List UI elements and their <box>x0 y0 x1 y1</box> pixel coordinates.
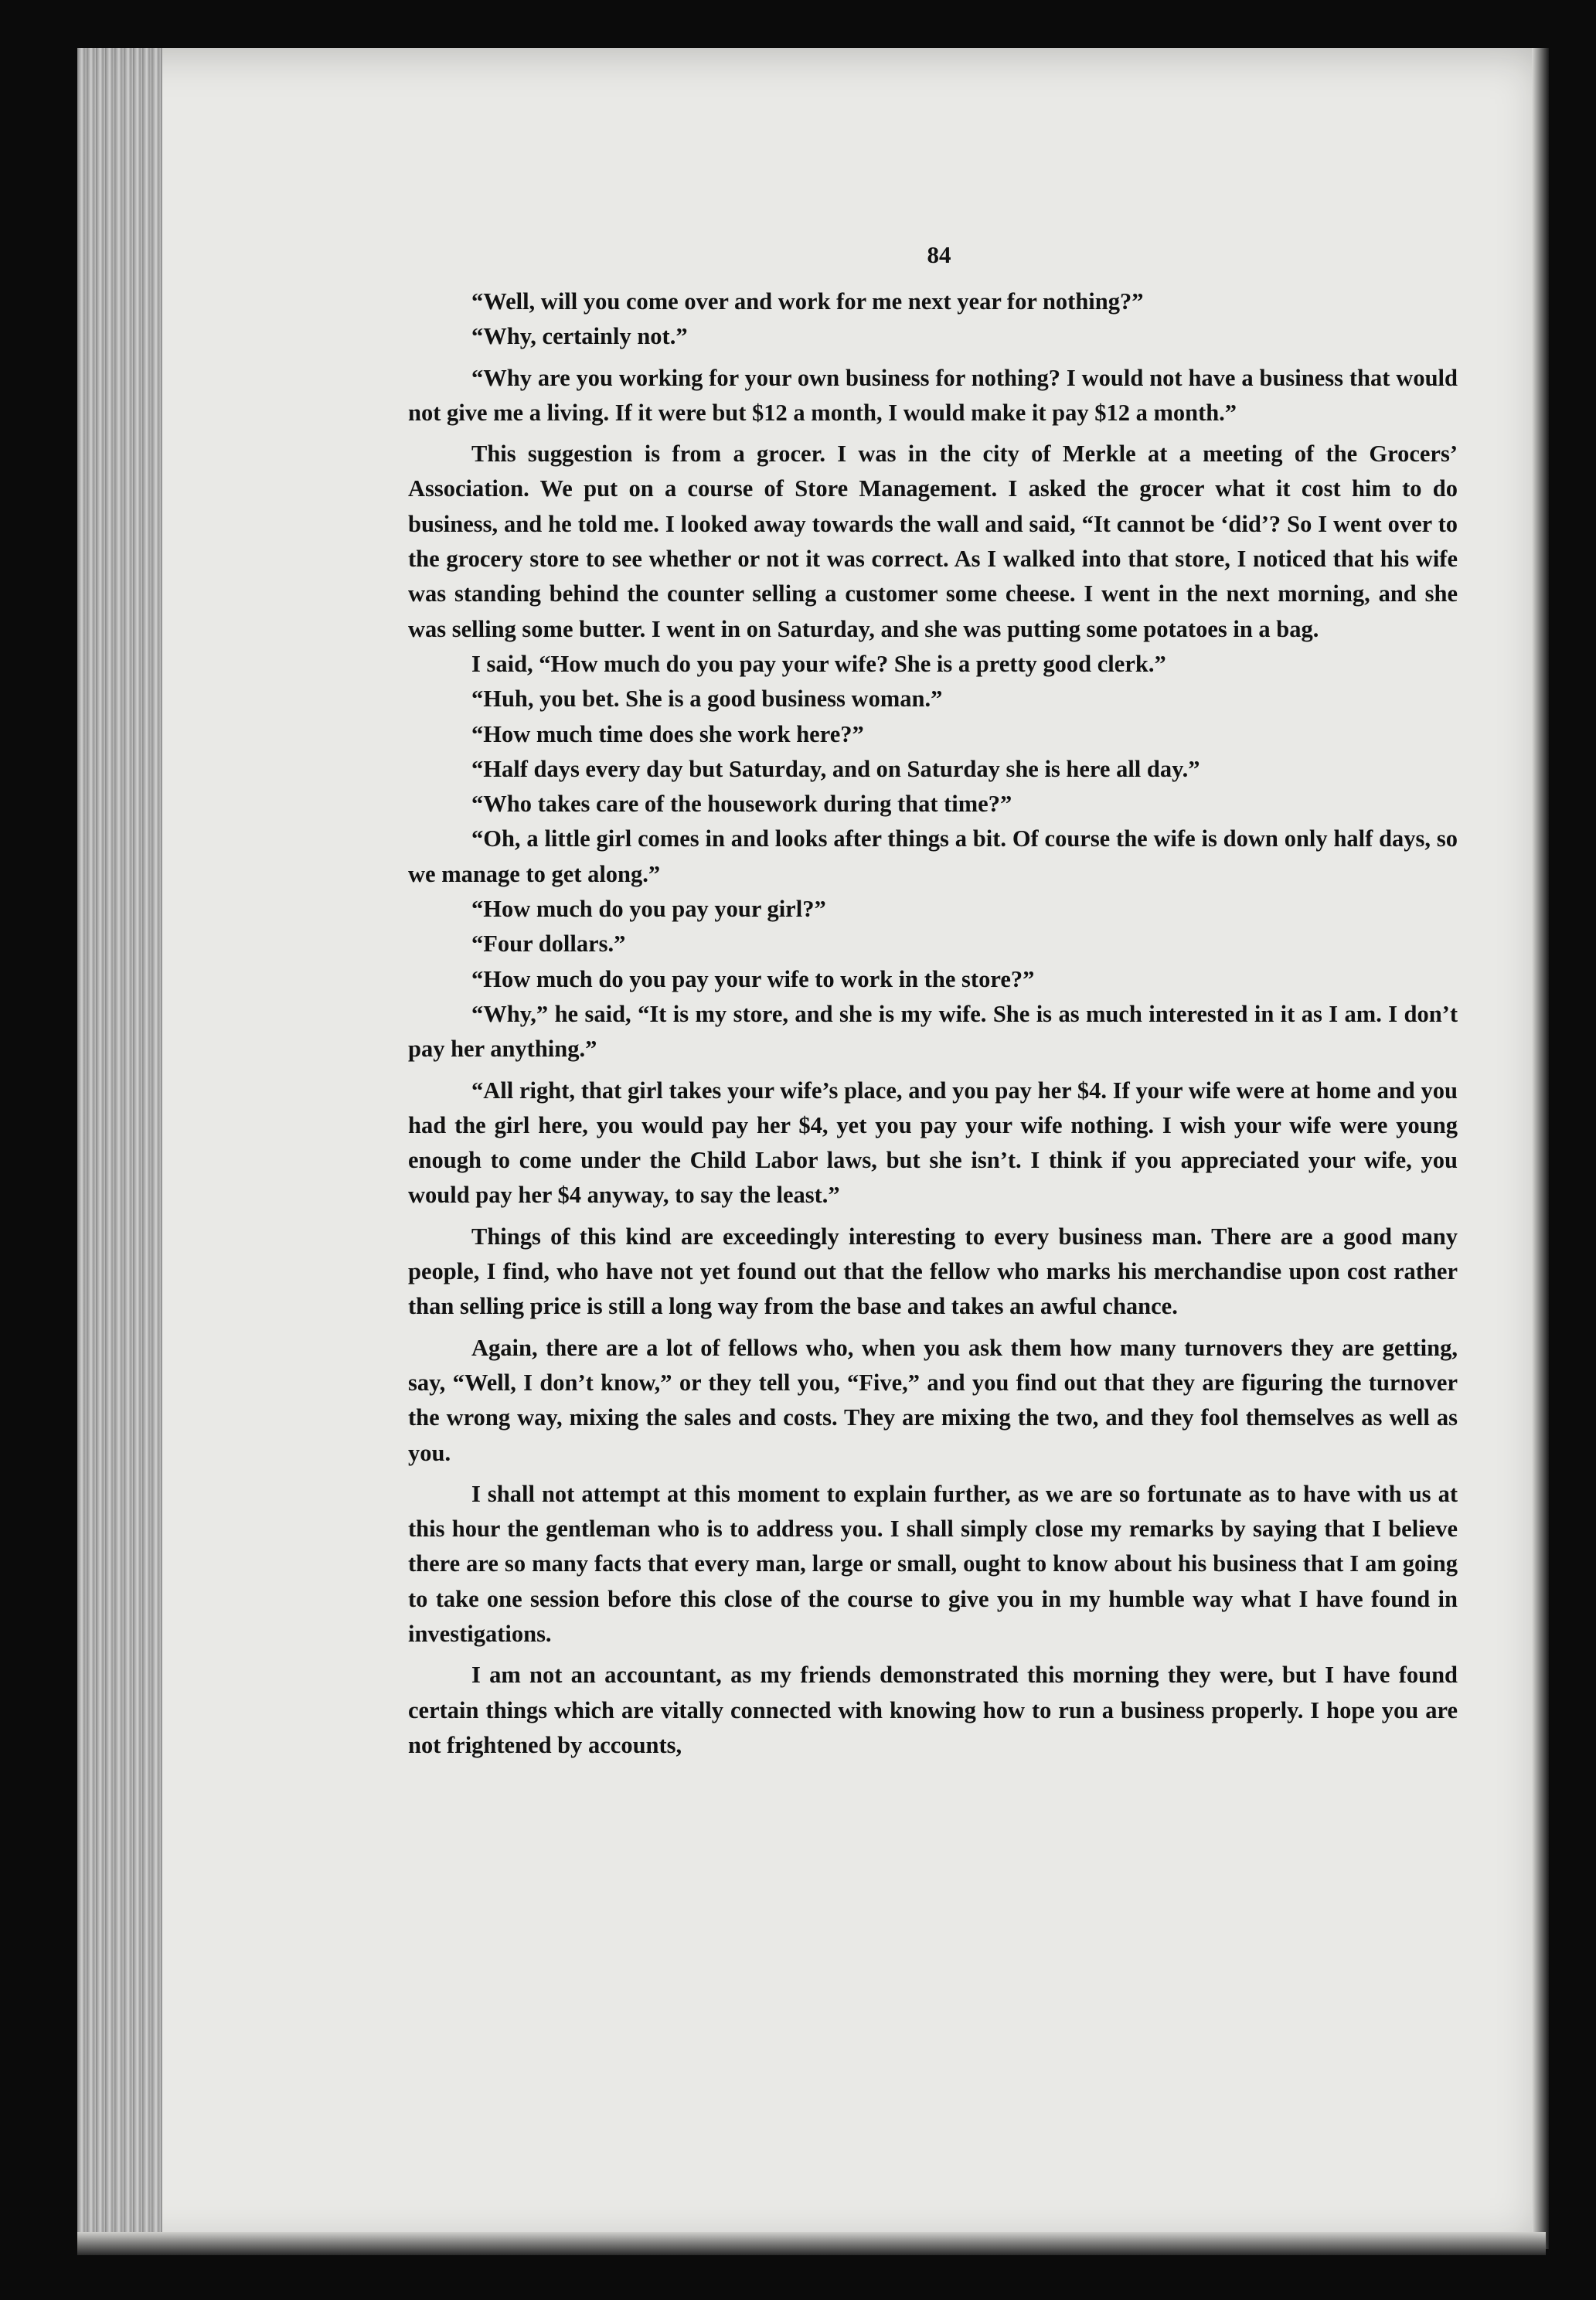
paragraph: “Why, certainly not.” <box>471 323 688 350</box>
facing-page-edge <box>1532 48 1549 2249</box>
paragraph: “Well, will you come over and work for me next year for nothing?” <box>471 288 1144 315</box>
paragraph: Things of this kind are exceedingly interesting to every business man. There are a good many people, I find, who have not yet found out that the fellow who marks his merchandise upon cost rather than selling price is still a long way from the base and takes an awful chance. <box>408 1223 1458 1320</box>
paragraph: “How much time does she work here?” <box>471 720 864 747</box>
paragraph: “Why are you working for your own business for nothing? I would not have a business that would not give me a living. If it were but $12 a month, I would make it pay $12 a month.” <box>408 364 1458 426</box>
page-bottom-edge <box>77 2232 1546 2255</box>
paragraph: I said, “How much do you pay your wife? She is a pretty good clerk.” <box>471 650 1166 677</box>
paragraph: “Half days every day but Saturday, and on Saturday she is here all day.” <box>471 755 1200 782</box>
body-text <box>408 232 1458 1763</box>
paragraph: Again, there are a lot of fellows who, when you ask them how many turnovers they are getting, say, “Well, I don’t know,” or they tell you, “Five,” and you find out that they are figuring the turnover the wrong way, mixing the sales and costs. They are mixing the two, and they fool themselves as well as you. <box>408 1334 1458 1466</box>
paragraph: “Who takes care of the housework during that time?” <box>471 791 1012 818</box>
paragraph: “Four dollars.” <box>471 931 626 958</box>
paragraph: “Huh, you bet. She is a good business woman.” <box>471 686 943 713</box>
paragraph: “Oh, a little girl comes in and looks after things a bit. Of course the wife is down only half days, so we manage to get along.” <box>408 825 1458 887</box>
paragraph: “How much do you pay your girl?” <box>471 896 826 923</box>
paragraph: I shall not attempt at this moment to explain further, as we are so fortunate as to have with us at this hour the gentleman who is to address you. I shall simply close my remarks by saying that I believe there are so many facts that every man, large or small, ought to know about his business that I am going to take one session before this close of the course to give you in my humble way what I have found in investigations. <box>408 1480 1458 1647</box>
paragraph: This suggestion is from a grocer. I was in the city of Merkle at a meeting of the Grocers’ Association. We put on a course of Store Management. I asked the grocer what it cost him to do business, and he told me. I looked away towards the wall and said, “It cannot be ‘did’? So I went over to the grocery store to see whether or not it was correct. As I walked into that store, I noticed that his wife was standing behind the counter selling a customer some cheese. I went in the next morning, and she was selling some butter. I went in on Saturday, and she was putting some potatoes in a bag. <box>408 441 1458 642</box>
paragraph: “All right, that girl takes your wife’s place, and you pay her $4. If your wife were at home and you had the girl here, you would pay her $4, yet you pay your wife nothing. I wish your wife were young enough to come under the Child Labor laws, but she isn’t. I think if you appreciated your wife, you would pay her $4 anyway, to say the least.” <box>408 1077 1458 1209</box>
page-edges <box>77 48 162 2249</box>
page-number: 84 <box>927 241 951 268</box>
paragraph: “Why,” he said, “It is my store, and she is my wife. She is as much interested in it as I am. I don’t pay her anything.” <box>408 1000 1458 1063</box>
paragraph: I am not an accountant, as my friends demonstrated this morning they were, but I have found certain things which are vitally connected with knowing how to run a business properly. I hope you are not frightened by accounts, <box>408 1662 1458 1758</box>
paragraph: “How much do you pay your wife to work in the store?” <box>471 965 1035 992</box>
